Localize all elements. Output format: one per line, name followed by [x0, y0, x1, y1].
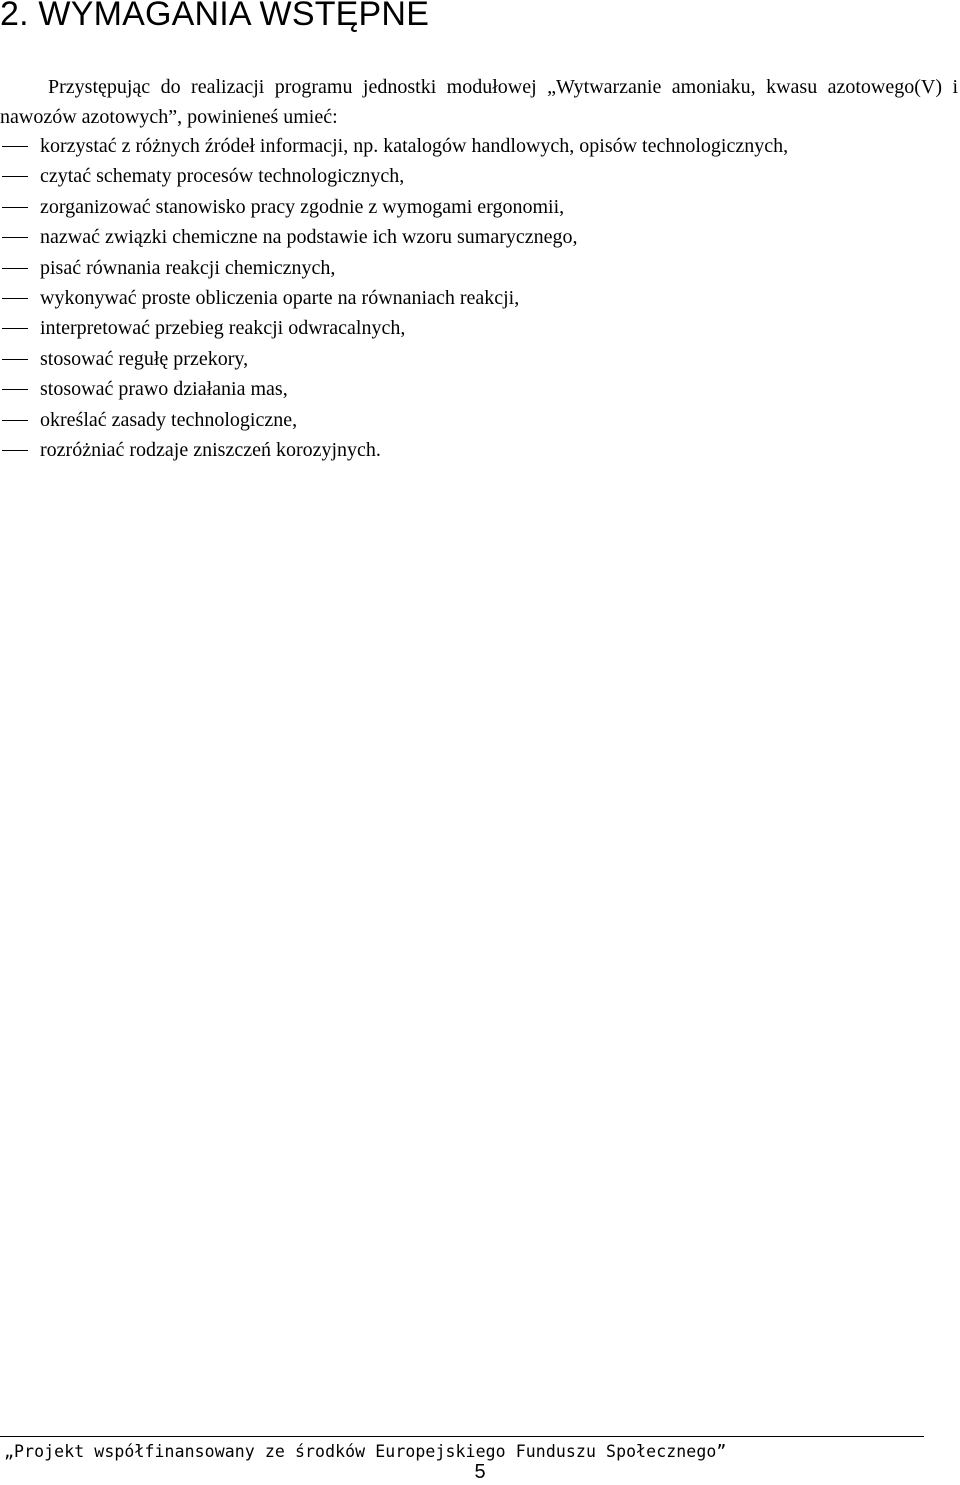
dash-bullet-icon [2, 176, 28, 177]
list-item [0, 161, 788, 191]
dash-bullet-icon [2, 450, 28, 451]
list-item [0, 222, 788, 252]
list-item-text: interpretować przebieg reakcji odwracalnych, [40, 317, 406, 340]
footer-project-note: „Projekt współfinansowany ze środków Europejskiego Funduszu Społecznego” [4, 1442, 727, 1461]
list-item-text: nazwać związki chemiczne na podstawie ich wzoru sumarycznego, [40, 226, 578, 249]
footer-divider [0, 1436, 924, 1437]
list-item [0, 405, 788, 435]
requirements-list [0, 131, 788, 465]
dash-bullet-icon [2, 298, 28, 299]
intro-paragraph: Przystępując do realizacji programu jednostki modułowej „Wytwarzanie amoniaku, kwasu azotowego(V) i nawozów azotowych”, powinieneś umieć: [0, 76, 958, 128]
list-item [0, 192, 788, 222]
list-item [0, 283, 788, 313]
list-item-text: czytać schematy procesów technologicznych, [40, 165, 405, 188]
list-item-text: rozróżniać rodzaje zniszczeń korozyjnych. [40, 438, 381, 461]
list-item-text: określać zasady technologiczne, [40, 408, 298, 431]
dash-bullet-icon [2, 389, 28, 390]
dash-bullet-icon [2, 420, 28, 421]
list-item [0, 435, 788, 465]
list-item-text: wykonywać proste obliczenia oparte na równaniach reakcji, [40, 286, 520, 309]
dash-bullet-icon [2, 359, 28, 360]
list-item-text: korzystać z różnych źródeł informacji, np. katalogów handlowych, opisów technologicznych, [40, 135, 789, 157]
section-title: 2. WYMAGANIA WSTĘPNE [0, 0, 430, 33]
list-item-text: stosować regułę przekory, [40, 347, 249, 370]
list-item-text: pisać równania reakcji chemicznych, [40, 256, 336, 279]
list-item-text: stosować prawo działania mas, [40, 378, 288, 401]
page-number: 5 [474, 1461, 486, 1483]
list-item [0, 131, 788, 161]
dash-bullet-icon [2, 328, 28, 329]
list-item [0, 253, 788, 283]
dash-bullet-icon [2, 237, 28, 238]
dash-bullet-icon [2, 268, 28, 269]
list-item-text: zorganizować stanowisko pracy zgodnie z wymogami ergonomii, [40, 195, 565, 218]
list-item [0, 344, 788, 374]
dash-bullet-icon [2, 207, 28, 208]
list-item [0, 313, 788, 343]
dash-bullet-icon [2, 146, 28, 147]
list-item [0, 374, 788, 404]
